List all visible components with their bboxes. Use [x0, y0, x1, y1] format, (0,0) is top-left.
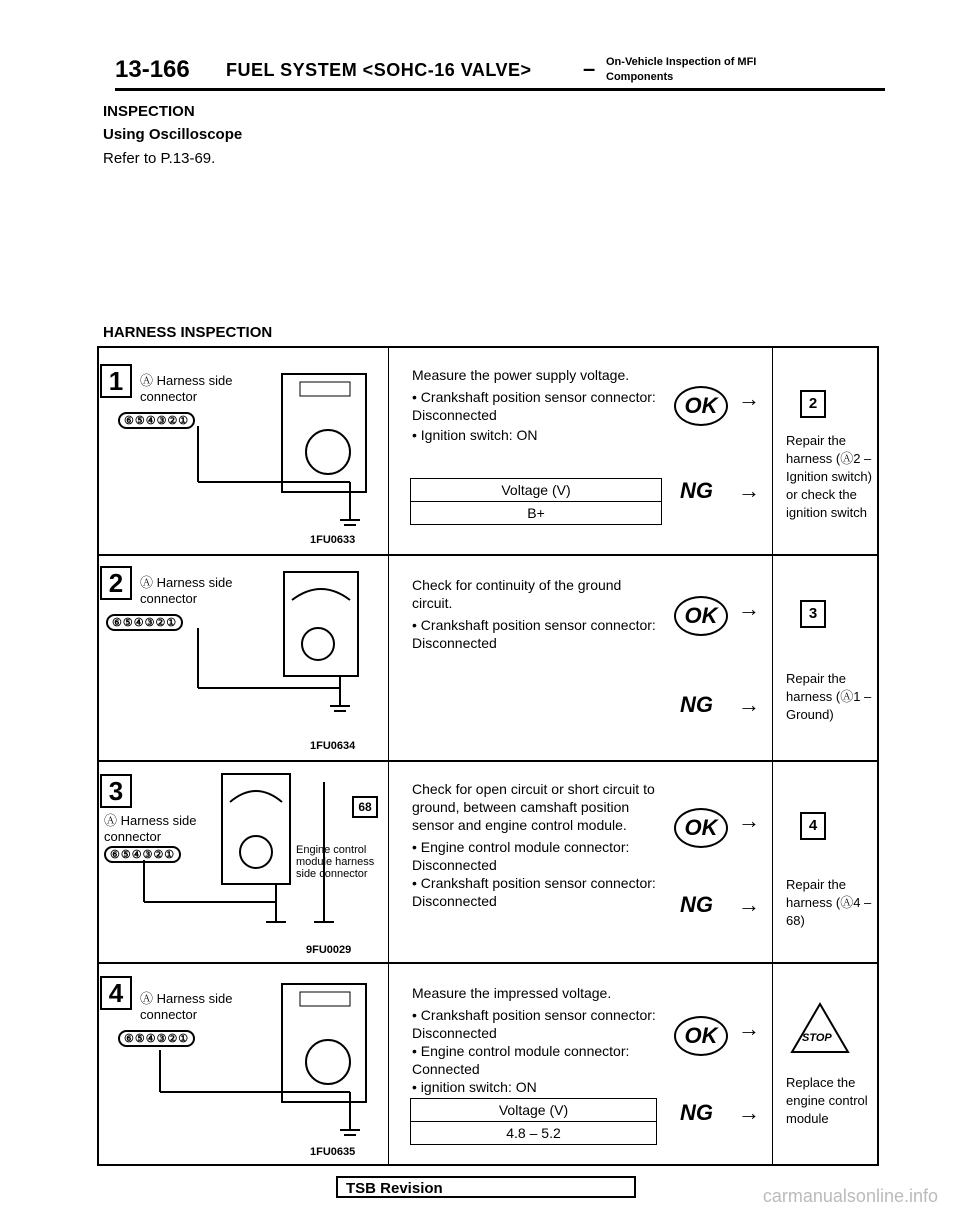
row-divider-3: [97, 962, 879, 964]
step-2-figure-code: 1FU0634: [310, 740, 356, 752]
step-3-condition-2: • Crankshaft position sensor connector: Disconnected: [412, 875, 656, 909]
step-4-ok-badge: OK: [674, 1016, 728, 1056]
step-4-ng-arrow-icon: →: [738, 1100, 760, 1125]
oscilloscope-heading: Using Oscilloscope: [103, 126, 243, 143]
step-4-instruction: Measure the impressed voltage.: [412, 985, 612, 1001]
step-3-condition-2-text: Crankshaft position sensor connector: Disconnected: [412, 875, 656, 909]
step-3-ng-action: Repair the harness (Ⓐ4 – 68): [786, 877, 872, 928]
step-1-ng-arrow-icon: →: [738, 478, 760, 503]
step-1-connector-label: Ⓐ Harness side connector: [140, 373, 233, 404]
step-1-connector-pins: ⑥⑤④③②①: [118, 412, 195, 429]
step-4-ok-next: STOP: [802, 1032, 832, 1044]
step-4-ng-badge: NG: [680, 1100, 713, 1125]
step-4-condition-1-text: Crankshaft position sensor connector: Disconnected: [412, 1007, 656, 1041]
step-4-table-header: Voltage (V): [411, 1099, 656, 1122]
step-2-instruction: Check for continuity of the ground circuit.: [412, 577, 622, 611]
reference-text: Refer to P.13-69.: [103, 150, 216, 167]
step-1-condition-1: • Crankshaft position sensor connector: Disconnected: [412, 389, 656, 423]
step-4-ok-arrow-icon: →: [738, 1016, 760, 1041]
step-4-condition-2: • Engine control module connector: Connected: [412, 1043, 630, 1077]
step-4-diagram: [110, 980, 380, 1155]
step-3-instruction: Check for open circuit or short circuit to ground, between camshaft position sensor and engine control module.: [412, 781, 655, 833]
step-1-condition-2: • Ignition switch: ON: [412, 427, 538, 443]
step-4-number: 4: [100, 976, 132, 1010]
step-1-voltage-table: [410, 478, 662, 525]
step-2-ng-badge: NG: [680, 692, 713, 717]
step-1-ng-badge: NG: [680, 478, 713, 503]
step-3-ok-next: 4: [800, 812, 826, 840]
step-4-condition-3: • ignition switch: ON: [412, 1079, 537, 1095]
header-dash: –: [583, 56, 596, 81]
step-3-condition-1-text: Engine control module connector: Disconnected: [412, 839, 630, 873]
step-1-table-value: B+: [527, 505, 545, 521]
step-3-connector-pins: ⑥⑤④③②①: [104, 846, 181, 863]
tsb-revision: TSB Revision: [336, 1176, 636, 1198]
step-3-figure-code: 9FU0029: [306, 944, 352, 956]
inspection-heading: INSPECTION: [103, 103, 195, 120]
watermark: carmanualsonline.info: [762, 1186, 938, 1206]
step-1-table-header: Voltage (V): [411, 479, 661, 502]
step-3-ng-badge: NG: [680, 892, 713, 917]
header-subtitle-1: On-Vehicle Inspection of MFI: [606, 56, 757, 68]
stop-sign-icon: [790, 1002, 850, 1054]
header-subtitle-2: Components: [606, 71, 674, 83]
step-2-ok-arrow-icon: →: [738, 596, 760, 621]
step-2-ok-badge: OK: [674, 596, 728, 636]
step-3-ng-arrow-icon: →: [738, 892, 760, 917]
step-4-table-value: 4.8 – 5.2: [506, 1125, 561, 1141]
step-1-diagram: [110, 370, 380, 540]
step-4-condition-1: • Crankshaft position sensor connector: Disconnected: [412, 1007, 656, 1041]
step-4-connector-label: Ⓐ Harness side connector: [140, 991, 233, 1022]
step-4-ng-action: Replace the engine control module: [786, 1075, 868, 1126]
header-rule: [115, 88, 885, 91]
step-1-number: 1: [100, 364, 132, 398]
step-2-connector-label: Ⓐ Harness side connector: [140, 575, 233, 606]
step-3-condition-1: • Engine control module connector: Disconnected: [412, 839, 630, 873]
step-2-condition-1: • Crankshaft position sensor connector: Disconnected: [412, 617, 656, 651]
step-2-number: 2: [100, 566, 132, 600]
step-1-ok-arrow-icon: →: [738, 386, 760, 411]
step-4-voltage-table: [410, 1098, 657, 1145]
page-number: 13-166: [115, 56, 190, 83]
step-4-condition-3-text: ignition switch: ON: [420, 1079, 537, 1095]
step-3-ok-arrow-icon: →: [738, 808, 760, 833]
row-divider-1: [97, 554, 879, 556]
step-1-figure-code: 1FU0633: [310, 534, 356, 546]
step-1-ok-next: 2: [800, 390, 826, 418]
step-2-ng-action: Repair the harness (Ⓐ1 – Ground): [786, 671, 872, 722]
section-title: FUEL SYSTEM <SOHC-16 VALVE>: [226, 60, 532, 80]
harness-inspection-heading: HARNESS INSPECTION: [103, 324, 273, 341]
step-2-ng-arrow-icon: →: [738, 692, 760, 717]
step-1-instruction: Measure the power supply voltage.: [412, 367, 630, 383]
step-3-ecm-label: Engine control module harness side connector: [296, 844, 375, 880]
step-1-condition-1-text: Crankshaft position sensor connector: Disconnected: [412, 389, 656, 423]
step-2-ok-next: 3: [800, 600, 826, 628]
row-divider-2: [97, 760, 879, 762]
step-2-condition-1-text: Crankshaft position sensor connector: Disconnected: [412, 617, 656, 651]
step-1-ok-badge: OK: [674, 386, 728, 426]
step-3-ecm-pin: 68: [352, 796, 378, 818]
column-divider-1: [388, 346, 389, 1166]
column-divider-2: [772, 346, 773, 1166]
step-2-diagram: [100, 570, 380, 720]
step-1-condition-2-text: Ignition switch: ON: [420, 427, 538, 443]
step-3-ok-badge: OK: [674, 808, 728, 848]
step-4-connector-pins: ⑥⑤④③②①: [118, 1030, 195, 1047]
step-1-ng-action: Repair the harness (Ⓐ2 – Ignition switch) or check the ignition switch: [786, 433, 872, 520]
step-4-figure-code: 1FU0635: [310, 1146, 356, 1158]
step-3-connector-label: Ⓐ Harness side connector: [104, 813, 197, 844]
step-3-number: 3: [100, 774, 132, 808]
step-2-connector-pins: ⑥⑤④③②①: [106, 614, 183, 631]
step-4-condition-2-text: Engine control module connector: Connected: [412, 1043, 630, 1077]
